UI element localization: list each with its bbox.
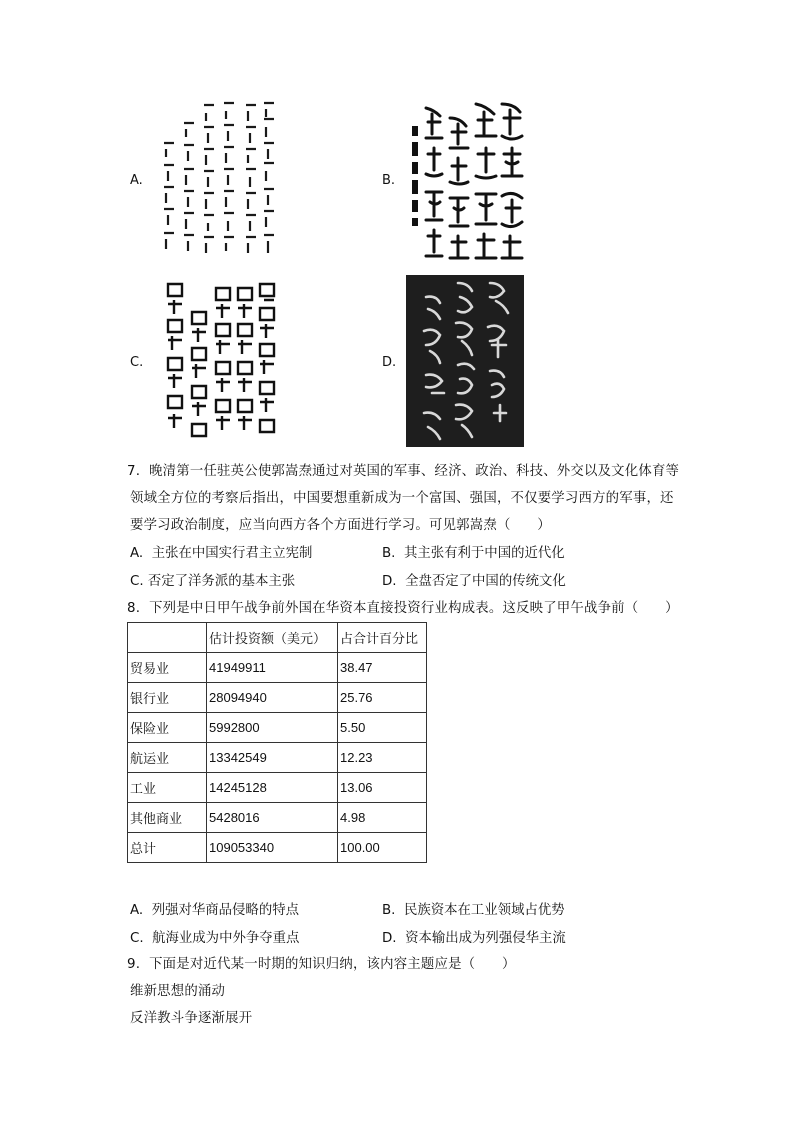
table-cell-amount: 41949911 — [207, 653, 338, 683]
table-header-cell: 占合计百分比 — [338, 623, 427, 653]
table-cell-amount: 13342549 — [207, 743, 338, 773]
table-cell-amount: 5992800 — [207, 713, 338, 743]
table-row — [128, 713, 427, 743]
table-cell-amount: 5428016 — [207, 803, 338, 833]
table-row — [128, 653, 427, 683]
q7-choice-b[interactable]: B. 其主张有利于中国的近代化 — [382, 546, 565, 561]
option-a-letter: A. — [130, 173, 143, 188]
q8-choice-d[interactable]: D. 资本输出成为列强侵华主流 — [382, 931, 566, 946]
table-row — [128, 773, 427, 803]
table-cell-amount: 28094940 — [207, 683, 338, 713]
calligraphy-image-d — [406, 275, 524, 447]
table-row — [128, 743, 427, 773]
table-cell-percent: 38.47 — [338, 653, 427, 683]
table-cell-sector: 银行业 — [128, 683, 207, 713]
q8-choice-b[interactable]: B. 民族资本在工业领域占优势 — [382, 903, 565, 918]
calligraphy-image-a — [160, 97, 282, 262]
table-cell-percent: 100.00 — [338, 833, 427, 863]
q9-item-1: 维新思想的涌动 — [130, 984, 226, 999]
table-cell-percent: 5.50 — [338, 713, 427, 743]
option-d-letter: D. — [382, 355, 397, 370]
table-cell-percent: 13.06 — [338, 773, 427, 803]
option-b-letter: B. — [382, 173, 396, 188]
table-header-cell — [128, 623, 207, 653]
table-header-row — [128, 623, 427, 653]
table-cell-sector: 保险业 — [128, 713, 207, 743]
table-cell-sector: 航运业 — [128, 743, 207, 773]
table-header-cell: 估计投资额（美元） — [207, 623, 338, 653]
table-cell-percent: 25.76 — [338, 683, 427, 713]
q7-stem-line-1: 7. 晚清第一任驻英公使郭嵩焘通过对英国的军事、经济、政治、科技、外交以及文化体育等 — [127, 464, 680, 479]
q7-stem-line-2: 领域全方位的考察后指出，中国要想重新成为一个富国、强国，不仅要学习西方的军事，还 — [130, 491, 674, 506]
table-cell-sector: 总计 — [128, 833, 207, 863]
q7-choice-d[interactable]: D. 全盘否定了中国的传统文化 — [382, 574, 566, 589]
calligraphy-image-b — [406, 96, 528, 264]
table-cell-sector: 工业 — [128, 773, 207, 803]
table-cell-percent: 4.98 — [338, 803, 427, 833]
table-row — [128, 683, 427, 713]
option-c-letter: C. — [130, 355, 144, 370]
q9-item-2: 反洋教斗争逐渐展开 — [130, 1011, 253, 1026]
table-cell-sector: 其他商业 — [128, 803, 207, 833]
investment-table — [127, 622, 427, 863]
table-cell-amount: 14245128 — [207, 773, 338, 803]
table-row — [128, 803, 427, 833]
table-cell-amount: 109053340 — [207, 833, 338, 863]
q8-stem: 8. 下列是中日甲午战争前外国在华资本直接投资行业构成表。这反映了甲午战争前（ ） — [127, 601, 679, 616]
table-row-total — [128, 833, 427, 863]
q7-choice-c[interactable]: C. 否定了洋务派的基本主张 — [130, 574, 296, 589]
q8-choice-c[interactable]: C. 航海业成为中外争夺重点 — [130, 931, 300, 946]
table-cell-percent: 12.23 — [338, 743, 427, 773]
calligraphy-image-c — [160, 278, 282, 446]
q7-choice-a[interactable]: A. 主张在中国实行君主立宪制 — [130, 546, 313, 561]
table-cell-sector: 贸易业 — [128, 653, 207, 683]
q9-stem: 9. 下面是对近代某一时期的知识归纳，该内容主题应是（ ） — [127, 957, 516, 972]
q7-stem-line-3: 要学习政治制度，应当向西方各个方面进行学习。可见郭嵩焘（ ） — [130, 518, 551, 533]
q8-choice-a[interactable]: A. 列强对华商品侵略的特点 — [130, 903, 299, 918]
